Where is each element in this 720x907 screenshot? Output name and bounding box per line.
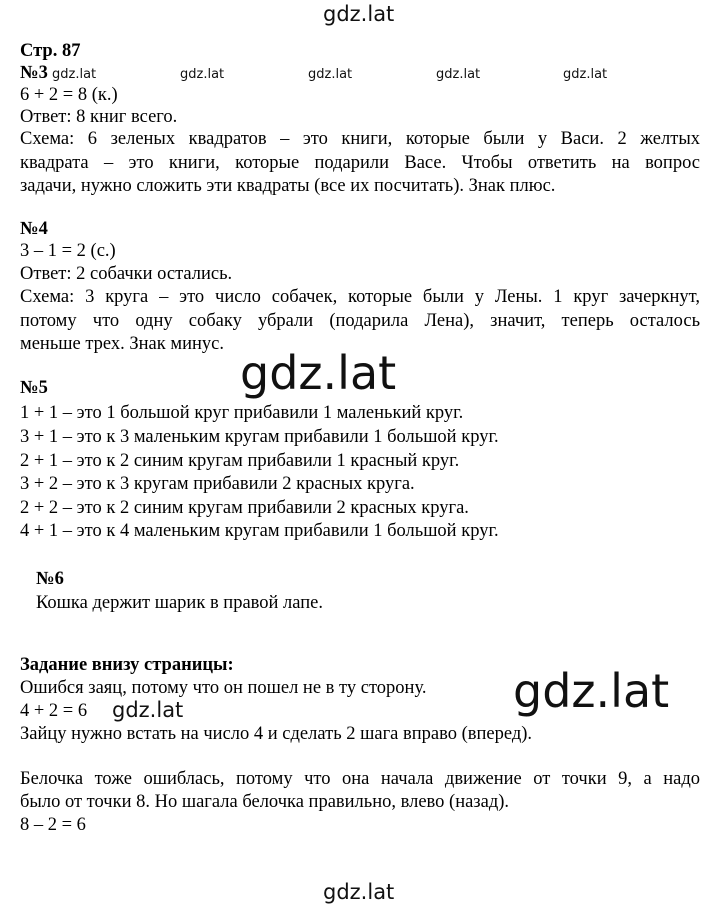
watermark-row-5: gdz.lat [563,67,608,82]
task4-line-3: Схема: 3 круга – это число собачек, которые были у Лены. 1 круг зачеркнут, [20,287,700,307]
task3-line-1: 6 + 2 = 8 (к.) [20,85,118,105]
watermark-inline: gdz.lat [112,698,184,722]
task5-line-4: 3 + 2 – это к 3 кругам прибавили 2 красных круга. [20,474,415,494]
task4-line-4: потому что одну собаку убрали (подарила Лена), значит, теперь осталось [20,311,700,331]
task5-line-6: 4 + 1 – это к 4 маленьким кругам прибавили 1 большой круг. [20,521,499,541]
bottom-task-line-1: Ошибся заяц, потому что он пошел не в ту сторону. [20,678,427,698]
task4-line-1: 3 – 1 = 2 (с.) [20,241,116,261]
page-title: Стр. 87 [20,41,81,61]
watermark-middle: gdz.lat [240,346,397,400]
task5-line-5: 2 + 2 – это к 2 синим кругам прибавили 2 красных круга. [20,498,469,518]
task3-line-2: Ответ: 8 книг всего. [20,107,178,127]
task4-line-5: меньше трех. Знак минус. [20,334,224,354]
task5-line-2: 3 + 1 – это к 3 маленьким кругам прибавили 1 большой круг. [20,427,499,447]
watermark-right: gdz.lat [513,664,670,718]
bottom-task-line-5: было от точки 8. Но шагала белочка правильно, влево (назад). [20,792,510,812]
task6-heading: №6 [36,569,64,589]
bottom-task-line-3: Зайцу нужно встать на число 4 и сделать 2 шага вправо (вперед). [20,724,533,744]
watermark-row-3: gdz.lat [308,67,353,82]
task3-line-4: квадрата – это книги, которые подарили Васе. Чтобы ответить на вопрос [20,153,700,173]
task5-line-1: 1 + 1 – это 1 большой круг прибавили 1 маленький круг. [20,403,464,423]
bottom-task-heading: Задание внизу страницы: [20,655,234,675]
watermark-row-2: gdz.lat [180,67,225,82]
task4-heading: №4 [20,219,48,239]
task5-line-3: 2 + 1 – это к 2 синим кругам прибавили 1 красный круг. [20,451,460,471]
task3-heading: №3 [20,63,48,83]
watermark-row-1: gdz.lat [52,67,97,82]
watermark-row-4: gdz.lat [436,67,481,82]
task3-line-3: Схема: 6 зеленых квадратов – это книги, которые были у Васи. 2 желтых [20,129,700,149]
task4-line-2: Ответ: 2 собачки остались. [20,264,233,284]
bottom-task-line-6: 8 – 2 = 6 [20,815,86,835]
task6-line-1: Кошка держит шарик в правой лапе. [36,593,323,613]
watermark-bottom: gdz.lat [323,880,395,904]
task5-heading: №5 [20,378,48,398]
watermark-top: gdz.lat [323,2,395,26]
bottom-task-line-2: 4 + 2 = 6 [20,701,88,721]
task3-line-5: задачи, нужно сложить эти квадраты (все их посчитать). Знак плюс. [20,176,556,196]
bottom-task-line-4: Белочка тоже ошиблась, потому что она начала движение от точки 9, а надо [20,769,700,789]
